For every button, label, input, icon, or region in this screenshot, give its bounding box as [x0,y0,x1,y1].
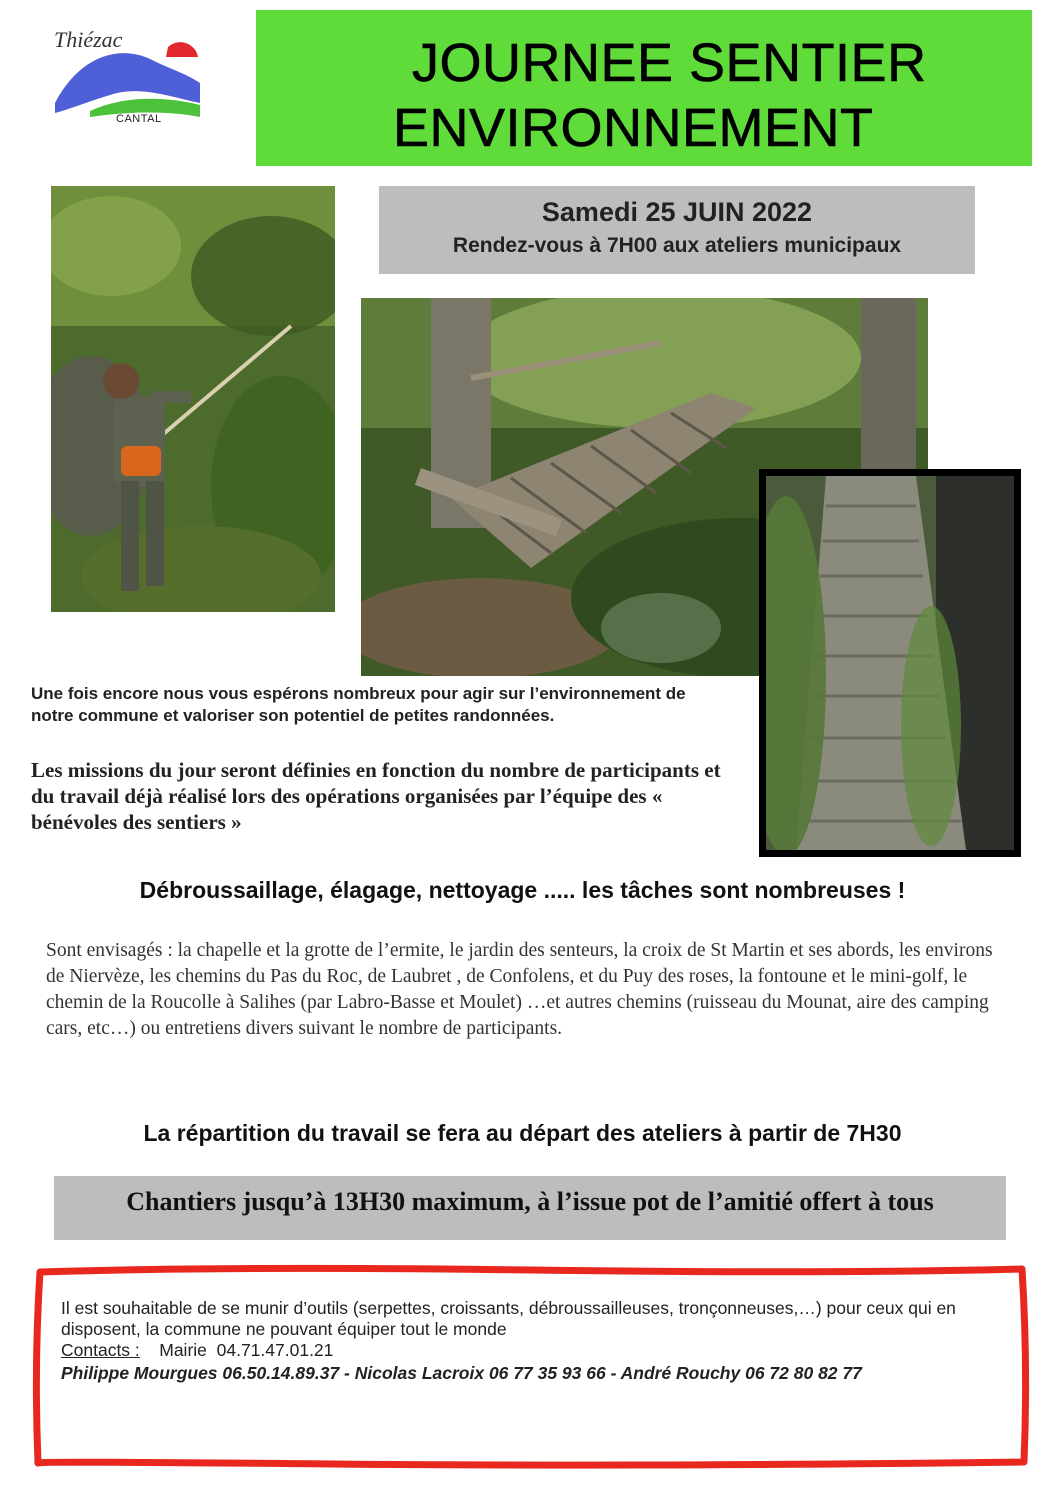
chantiers-text: Chantiers jusqu’à 13H30 maximum, à l’issue pot de l’amitié offert à tous [126,1187,934,1216]
intro-paragraph-1: Une fois encore nous vous espérons nombreux pour agir sur l’environnement de notre commune et valoriser son potentiel de petites randonnées. [31,684,686,725]
title-line-2: ENVIRONNEMENT [393,98,874,158]
contact-persons: Philippe Mourgues 06.50.14.89.37 - Nicolas Lacroix 06 77 35 93 66 - André Rouchy 06 72 80 82 77 [61,1363,862,1383]
tasks-description: Sont envisagés : la chapelle et la grotte de l’ermite, le jardin des senteurs, la croix de St Martin et ses abords, les environs de Niervèze, les chemins du Pas du Roc, de Laubret , de Confolens, et du Puy des roses, la fontoune et le mini-golf, le chemin de la Roucolle à Salihes (par Labro-Basse et Moulet) …et autres chemins (ruisseau du Mounat, aire des camping cars, etc…) ou entretiens divers suivant le nombre de participants. [46,940,993,1039]
intro-paragraph-2: Les missions du jour seront définies en fonction du nombre de participants et du travail déjà réalisé lors des opérations organisées par l’équipe des « bénévoles des sentiers » [31,758,721,834]
photo-stone-stairs [766,476,1014,850]
title-banner [256,10,1032,166]
notice-contacts [61,1340,1021,1361]
logo-department: CANTAL [116,113,162,125]
logo [50,25,210,135]
contact-mairie: Mairie 04.71.47.01.21 [139,1340,334,1360]
logo-town-name: Thiézac [54,27,123,52]
tasks-heading: Débroussaillage, élagage, nettoyage ..... les tâches sont nombreuses ! [139,877,906,903]
event-meeting: Rendez-vous à 7H00 aux ateliers municipaux [452,234,902,257]
photo-brush-cutter-worker [51,186,335,612]
notice-text [61,1298,1021,1384]
notice-tools: Il est souhaitable de se munir d’outils (serpettes, croissants, débroussailleuses, tronçonneuses,…) pour ceux qui en disposent, la commune ne pouvant équiper tout le monde [61,1298,956,1339]
chantiers-box [54,1176,1006,1240]
repartition-heading: La répartition du travail se fera au départ des ateliers à partir de 7H30 [143,1120,902,1146]
title-line-1: JOURNEE SENTIER [412,33,927,93]
date-box [379,186,975,274]
event-date: Samedi 25 JUIN 2022 [541,197,813,227]
contacts-label: Contacts : [61,1340,140,1360]
